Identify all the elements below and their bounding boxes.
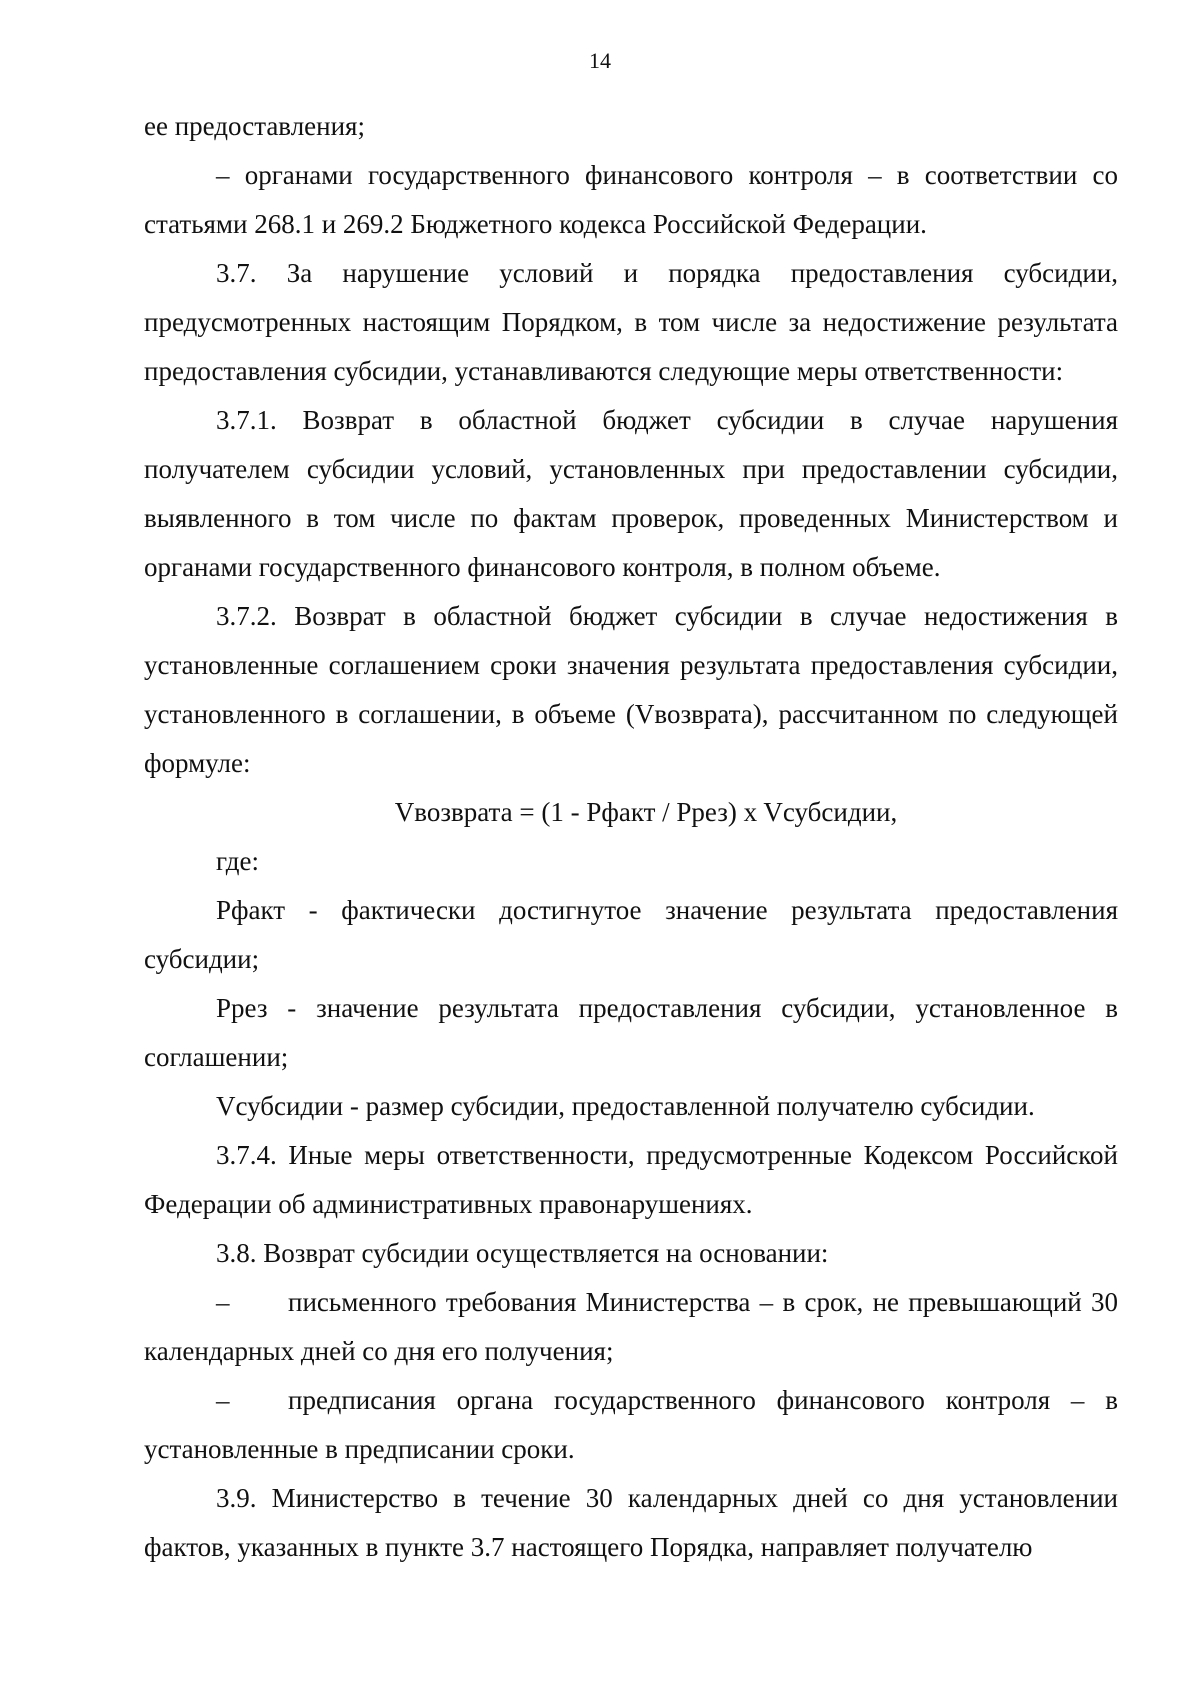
page-number: 14: [589, 48, 611, 73]
list-item-text: письменного требования Министерства – в срок, не превышающий 30 календарных дней со дня его получения;: [144, 1287, 1118, 1366]
document-body: [144, 102, 1118, 1572]
list-item-written-demand: [144, 1278, 1118, 1376]
paragraph-3-9: 3.9. Министерство в течение 30 календарных дней со дня установлении фактов, указанных в пункте 3.7 настоящего Порядка, направляет получателю: [144, 1483, 1118, 1562]
list-item-text: предписания органа государственного финансового контроля – в установленные в предписании сроки.: [144, 1385, 1118, 1464]
paragraph-3-8: 3.8. Возврат субсидии осуществляется на основании:: [216, 1238, 829, 1268]
dash-bullet: –: [216, 1287, 230, 1317]
definition-vsubsidii: Vсубсидии - размер субсидии, предоставленной получателю субсидии.: [216, 1091, 1035, 1121]
paragraph-where: где:: [216, 846, 259, 876]
formula: Vвозврата = (1 - Рфакт / Ррез) x Vсубсидии,: [394, 797, 898, 827]
paragraph-3-7-1: 3.7.1. Возврат в областной бюджет субсидии в случае нарушения получателем субсидии условий, установленных при предоставлении субсидии, выявленного в том числе по фактам проверок, проведенных Министерством и органами государственного финансового контроля, в полном объеме.: [144, 405, 1118, 582]
paragraph-3-7: 3.7. За нарушение условий и порядка предоставления субсидии, предусмотренных настоящим Порядком, в том числе за недостижение результата предоставления субсидии, устанавливаются следующие меры ответственности:: [144, 258, 1118, 386]
definition-rfakt: Рфакт - фактически достигнутое значение результата предоставления субсидии;: [144, 895, 1118, 974]
list-item-prescription: [144, 1376, 1118, 1474]
paragraph-continuation: ее предоставления;: [144, 111, 365, 141]
dash-bullet: –: [216, 1385, 230, 1415]
paragraph-3-7-4: 3.7.4. Иные меры ответственности, предусмотренные Кодексом Российской Федерации об административных правонарушениях.: [144, 1140, 1118, 1219]
paragraph-control-bodies: – органами государственного финансового контроля – в соответствии со статьями 268.1 и 269.2 Бюджетного кодекса Российской Федерации.: [144, 160, 1118, 239]
paragraph-3-7-2: 3.7.2. Возврат в областной бюджет субсидии в случае недостижения в установленные соглашением сроки значения результата предоставления субсидии, установленного в соглашении, в объеме (Vвозврата), рассчитанном по следующей формуле:: [144, 601, 1118, 778]
definition-rrez: Ррез - значение результата предоставления субсидии, установленное в соглашении;: [144, 993, 1118, 1072]
